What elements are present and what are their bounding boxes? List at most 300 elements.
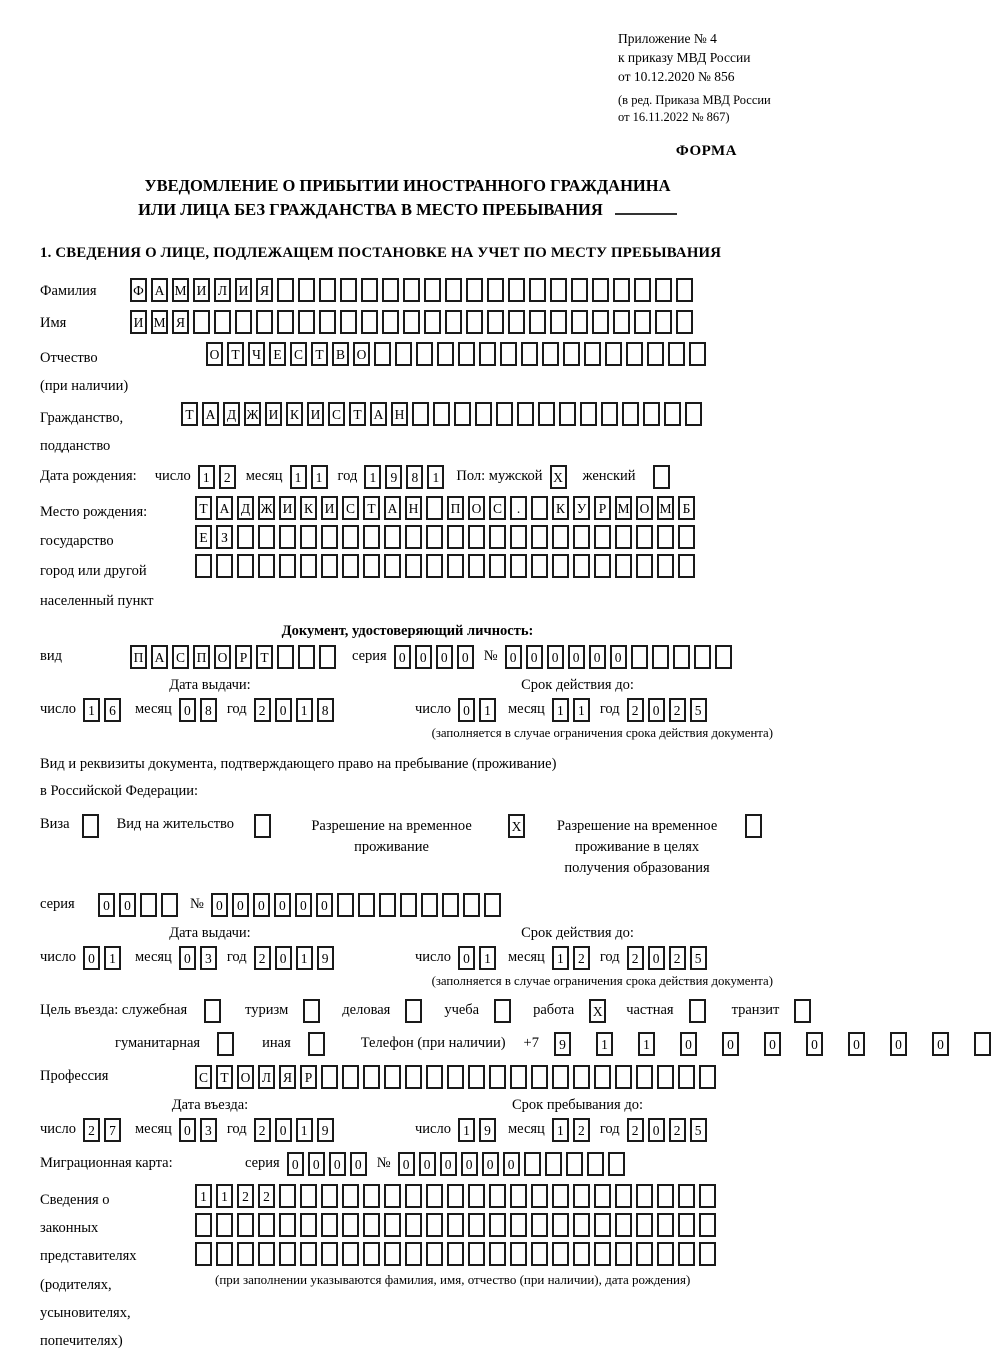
form-cell[interactable]: 0 — [83, 946, 100, 970]
form-cell[interactable]: 0 — [350, 1152, 367, 1176]
form-cell[interactable]: С — [195, 1065, 212, 1089]
form-cell[interactable]: 7 — [104, 1118, 121, 1142]
form-cell[interactable] — [214, 310, 231, 334]
form-cell[interactable]: 0 — [610, 645, 627, 669]
form-cell[interactable]: 0 — [98, 893, 115, 917]
form-cell[interactable] — [426, 1065, 443, 1089]
form-cell[interactable]: 0 — [458, 698, 475, 722]
form-cell[interactable]: 1 — [596, 1032, 613, 1056]
form-cell[interactable] — [500, 342, 517, 366]
form-cell[interactable] — [647, 342, 664, 366]
purpose-tourism-checkbox[interactable] — [296, 999, 334, 1023]
form-cell[interactable] — [685, 402, 702, 426]
doc-series-field[interactable] — [394, 645, 474, 669]
form-cell[interactable] — [699, 1213, 716, 1237]
form-cell[interactable] — [363, 1184, 380, 1208]
form-cell[interactable]: 9 — [479, 1118, 496, 1142]
form-cell[interactable] — [342, 525, 359, 549]
form-cell[interactable] — [636, 1065, 653, 1089]
form-cell[interactable] — [279, 525, 296, 549]
form-cell[interactable] — [195, 554, 212, 578]
form-cell[interactable]: 2 — [669, 946, 686, 970]
form-cell[interactable] — [676, 310, 693, 334]
form-cell[interactable] — [657, 1065, 674, 1089]
form-cell[interactable]: 1 — [296, 946, 313, 970]
form-cell[interactable] — [699, 1184, 716, 1208]
form-cell[interactable]: Я — [256, 278, 273, 302]
form-cell[interactable] — [657, 525, 674, 549]
form-cell[interactable]: 2 — [627, 946, 644, 970]
citizenship-field[interactable] — [181, 402, 702, 426]
res-series-field[interactable] — [98, 893, 178, 917]
form-cell[interactable] — [447, 1213, 464, 1237]
form-cell[interactable] — [626, 342, 643, 366]
form-cell[interactable]: 0 — [648, 946, 665, 970]
form-cell[interactable] — [974, 1032, 991, 1056]
birth-year-field[interactable] — [364, 465, 444, 489]
form-cell[interactable] — [405, 1213, 422, 1237]
form-cell[interactable]: 2 — [254, 946, 271, 970]
form-cell[interactable]: А — [202, 402, 219, 426]
entry-day-field[interactable] — [83, 1118, 121, 1142]
form-cell[interactable]: 8 — [317, 698, 334, 722]
form-cell[interactable] — [237, 1242, 254, 1266]
form-cell[interactable] — [361, 310, 378, 334]
form-cell[interactable]: 0 — [287, 1152, 304, 1176]
form-cell[interactable]: 0 — [461, 1152, 478, 1176]
form-cell[interactable]: 1 — [552, 1118, 569, 1142]
form-cell[interactable] — [699, 1065, 716, 1089]
birth-place-field-3[interactable] — [195, 554, 695, 578]
form-cell[interactable] — [689, 999, 706, 1023]
form-cell[interactable]: 1 — [479, 946, 496, 970]
form-cell[interactable]: 1 — [364, 465, 381, 489]
form-cell[interactable]: 0 — [419, 1152, 436, 1176]
form-cell[interactable]: 0 — [329, 1152, 346, 1176]
form-cell[interactable] — [204, 999, 221, 1023]
purpose-work-checkbox[interactable] — [582, 999, 620, 1023]
birth-day-field[interactable] — [198, 465, 236, 489]
form-cell[interactable] — [550, 310, 567, 334]
form-cell[interactable]: 2 — [669, 698, 686, 722]
form-cell[interactable] — [489, 1065, 506, 1089]
legal-rep-field-3[interactable] — [195, 1242, 716, 1266]
form-cell[interactable]: Т — [181, 402, 198, 426]
form-cell[interactable] — [421, 893, 438, 917]
form-cell[interactable] — [340, 310, 357, 334]
form-cell[interactable] — [552, 1242, 569, 1266]
form-cell[interactable] — [405, 1184, 422, 1208]
form-cell[interactable] — [573, 554, 590, 578]
form-cell[interactable] — [447, 1065, 464, 1089]
form-cell[interactable]: И — [307, 402, 324, 426]
form-cell[interactable] — [321, 1213, 338, 1237]
form-cell[interactable] — [277, 310, 294, 334]
form-cell[interactable]: 1 — [479, 698, 496, 722]
patronymic-field[interactable] — [206, 342, 706, 366]
form-cell[interactable]: 0 — [179, 1118, 196, 1142]
form-cell[interactable] — [382, 278, 399, 302]
form-cell[interactable] — [510, 554, 527, 578]
form-cell[interactable]: Т — [227, 342, 244, 366]
form-cell[interactable] — [426, 496, 443, 520]
form-cell[interactable] — [542, 342, 559, 366]
form-cell[interactable]: О — [214, 645, 231, 669]
form-cell[interactable] — [363, 1065, 380, 1089]
form-cell[interactable] — [634, 278, 651, 302]
form-cell[interactable]: Т — [256, 645, 273, 669]
form-cell[interactable] — [573, 1065, 590, 1089]
form-cell[interactable] — [216, 1213, 233, 1237]
form-cell[interactable]: З — [216, 525, 233, 549]
purpose-transit-checkbox[interactable] — [787, 999, 825, 1023]
form-cell[interactable]: Ж — [244, 402, 261, 426]
form-cell[interactable]: П — [130, 645, 147, 669]
form-cell[interactable] — [566, 1152, 583, 1176]
form-cell[interactable] — [466, 278, 483, 302]
form-cell[interactable] — [657, 554, 674, 578]
form-cell[interactable] — [384, 1242, 401, 1266]
form-cell[interactable]: И — [193, 278, 210, 302]
form-cell[interactable]: С — [489, 496, 506, 520]
form-cell[interactable]: Т — [349, 402, 366, 426]
form-cell[interactable]: 5 — [690, 698, 707, 722]
form-cell[interactable] — [489, 554, 506, 578]
form-cell[interactable] — [571, 310, 588, 334]
form-cell[interactable] — [552, 1184, 569, 1208]
form-cell[interactable] — [508, 310, 525, 334]
birth-place-field-2[interactable] — [195, 525, 695, 549]
form-cell[interactable]: 0 — [316, 893, 333, 917]
form-cell[interactable]: Р — [594, 496, 611, 520]
form-cell[interactable] — [494, 999, 511, 1023]
form-cell[interactable] — [594, 1184, 611, 1208]
form-cell[interactable]: 1 — [296, 1118, 313, 1142]
form-cell[interactable] — [374, 342, 391, 366]
form-cell[interactable] — [405, 1242, 422, 1266]
form-cell[interactable]: 0 — [764, 1032, 781, 1056]
form-cell[interactable] — [405, 554, 422, 578]
form-cell[interactable] — [636, 525, 653, 549]
form-cell[interactable]: 1 — [311, 465, 328, 489]
form-cell[interactable]: 1 — [198, 465, 215, 489]
doc-valid-day-field[interactable] — [458, 698, 496, 722]
form-cell[interactable]: 0 — [394, 645, 411, 669]
doc-valid-month-field[interactable] — [552, 698, 590, 722]
form-cell[interactable] — [510, 1065, 527, 1089]
purpose-business-checkbox[interactable] — [398, 999, 436, 1023]
form-cell[interactable]: Е — [195, 525, 212, 549]
form-cell[interactable] — [447, 1242, 464, 1266]
form-cell[interactable] — [475, 402, 492, 426]
form-cell[interactable] — [479, 342, 496, 366]
form-cell[interactable] — [216, 554, 233, 578]
form-cell[interactable] — [416, 342, 433, 366]
legal-rep-field-2[interactable] — [195, 1213, 716, 1237]
purpose-study-checkbox[interactable] — [487, 999, 525, 1023]
form-cell[interactable]: И — [321, 496, 338, 520]
form-cell[interactable] — [279, 554, 296, 578]
form-cell[interactable] — [319, 645, 336, 669]
form-cell[interactable] — [489, 1242, 506, 1266]
doc-number-field[interactable] — [505, 645, 732, 669]
form-cell[interactable] — [340, 278, 357, 302]
form-cell[interactable] — [652, 645, 669, 669]
form-cell[interactable] — [405, 1065, 422, 1089]
form-cell[interactable] — [447, 554, 464, 578]
stay-month-field[interactable] — [552, 1118, 590, 1142]
res-valid-month-field[interactable] — [552, 946, 590, 970]
form-cell[interactable] — [678, 1213, 695, 1237]
form-cell[interactable] — [489, 1213, 506, 1237]
form-cell[interactable] — [426, 554, 443, 578]
form-cell[interactable] — [510, 525, 527, 549]
form-cell[interactable] — [545, 1152, 562, 1176]
form-cell[interactable] — [531, 525, 548, 549]
form-cell[interactable]: 0 — [526, 645, 543, 669]
form-cell[interactable]: К — [286, 402, 303, 426]
form-cell[interactable] — [405, 999, 422, 1023]
form-cell[interactable] — [689, 342, 706, 366]
form-cell[interactable] — [433, 402, 450, 426]
form-cell[interactable] — [235, 310, 252, 334]
form-cell[interactable]: И — [279, 496, 296, 520]
form-cell[interactable]: С — [342, 496, 359, 520]
phone-field[interactable] — [547, 1032, 1005, 1056]
form-cell[interactable] — [678, 525, 695, 549]
form-cell[interactable] — [463, 893, 480, 917]
form-cell[interactable] — [300, 1213, 317, 1237]
form-cell[interactable] — [403, 310, 420, 334]
form-cell[interactable] — [363, 525, 380, 549]
form-cell[interactable] — [217, 1032, 234, 1056]
form-cell[interactable]: 2 — [627, 1118, 644, 1142]
entry-month-field[interactable] — [179, 1118, 217, 1142]
form-cell[interactable]: 1 — [195, 1184, 212, 1208]
form-cell[interactable]: Т — [195, 496, 212, 520]
profession-field[interactable] — [195, 1065, 716, 1089]
form-cell[interactable] — [400, 893, 417, 917]
form-cell[interactable] — [382, 310, 399, 334]
form-cell[interactable]: 2 — [254, 1118, 271, 1142]
form-cell[interactable] — [321, 554, 338, 578]
form-cell[interactable] — [342, 1184, 359, 1208]
form-cell[interactable]: Ж — [258, 496, 275, 520]
form-cell[interactable]: 0 — [547, 645, 564, 669]
form-cell[interactable] — [468, 1184, 485, 1208]
form-cell[interactable] — [258, 1213, 275, 1237]
form-cell[interactable] — [636, 1242, 653, 1266]
form-cell[interactable]: 0 — [680, 1032, 697, 1056]
form-cell[interactable]: 2 — [573, 946, 590, 970]
form-cell[interactable] — [484, 893, 501, 917]
doc-issue-month-field[interactable] — [179, 698, 217, 722]
form-cell[interactable] — [594, 525, 611, 549]
form-cell[interactable] — [615, 525, 632, 549]
surname-field[interactable] — [130, 278, 693, 302]
mig-number-field[interactable] — [398, 1152, 625, 1176]
form-cell[interactable] — [321, 1242, 338, 1266]
form-cell[interactable]: У — [573, 496, 590, 520]
form-cell[interactable] — [442, 893, 459, 917]
legal-rep-field-1[interactable] — [195, 1184, 716, 1208]
form-cell[interactable]: X — [589, 999, 606, 1023]
sex-female-checkbox[interactable] — [653, 465, 670, 489]
res-valid-day-field[interactable] — [458, 946, 496, 970]
form-cell[interactable] — [412, 402, 429, 426]
form-cell[interactable]: 0 — [274, 893, 291, 917]
form-cell[interactable]: Н — [391, 402, 408, 426]
form-cell[interactable] — [161, 893, 178, 917]
form-cell[interactable]: Н — [405, 496, 422, 520]
form-cell[interactable] — [559, 402, 576, 426]
form-cell[interactable] — [300, 1242, 317, 1266]
form-cell[interactable]: 6 — [104, 698, 121, 722]
form-cell[interactable]: Ф — [130, 278, 147, 302]
form-cell[interactable] — [447, 525, 464, 549]
form-cell[interactable] — [615, 1242, 632, 1266]
form-cell[interactable]: Б — [678, 496, 695, 520]
form-cell[interactable] — [552, 1065, 569, 1089]
doc-issue-day-field[interactable] — [83, 698, 121, 722]
temp-residence-checkbox[interactable] — [502, 812, 525, 838]
form-cell[interactable] — [524, 1152, 541, 1176]
form-cell[interactable]: 9 — [317, 946, 334, 970]
form-cell[interactable] — [237, 1213, 254, 1237]
form-cell[interactable] — [636, 1213, 653, 1237]
form-cell[interactable]: 0 — [415, 645, 432, 669]
form-cell[interactable] — [337, 893, 354, 917]
form-cell[interactable] — [321, 1065, 338, 1089]
form-cell[interactable]: А — [370, 402, 387, 426]
form-cell[interactable]: А — [216, 496, 233, 520]
form-cell[interactable] — [615, 1184, 632, 1208]
form-cell[interactable]: 5 — [690, 946, 707, 970]
form-cell[interactable]: О — [353, 342, 370, 366]
form-cell[interactable] — [279, 1184, 296, 1208]
form-cell[interactable] — [715, 645, 732, 669]
form-cell[interactable] — [379, 893, 396, 917]
form-cell[interactable] — [655, 310, 672, 334]
form-cell[interactable] — [342, 1242, 359, 1266]
form-cell[interactable] — [468, 1213, 485, 1237]
form-cell[interactable]: 0 — [275, 946, 292, 970]
form-cell[interactable]: 1 — [296, 698, 313, 722]
form-cell[interactable] — [615, 1065, 632, 1089]
form-cell[interactable] — [363, 1242, 380, 1266]
form-cell[interactable]: Т — [216, 1065, 233, 1089]
form-cell[interactable] — [636, 1184, 653, 1208]
stay-day-field[interactable] — [458, 1118, 496, 1142]
form-cell[interactable] — [277, 645, 294, 669]
mig-series-field[interactable] — [287, 1152, 367, 1176]
form-cell[interactable] — [445, 278, 462, 302]
form-cell[interactable]: 2 — [254, 698, 271, 722]
form-cell[interactable] — [384, 1065, 401, 1089]
form-cell[interactable] — [622, 402, 639, 426]
form-cell[interactable]: 9 — [554, 1032, 571, 1056]
form-cell[interactable]: 0 — [179, 698, 196, 722]
form-cell[interactable]: Ч — [248, 342, 265, 366]
form-cell[interactable]: 0 — [436, 645, 453, 669]
form-cell[interactable] — [531, 496, 548, 520]
form-cell[interactable]: О — [237, 1065, 254, 1089]
form-cell[interactable] — [437, 342, 454, 366]
form-cell[interactable]: 9 — [385, 465, 402, 489]
form-cell[interactable] — [510, 1213, 527, 1237]
form-cell[interactable]: Р — [300, 1065, 317, 1089]
form-cell[interactable]: М — [151, 310, 168, 334]
form-cell[interactable] — [531, 1242, 548, 1266]
form-cell[interactable] — [655, 278, 672, 302]
form-cell[interactable] — [363, 1213, 380, 1237]
form-cell[interactable] — [676, 278, 693, 302]
form-cell[interactable]: А — [151, 278, 168, 302]
form-cell[interactable] — [510, 1184, 527, 1208]
form-cell[interactable]: А — [151, 645, 168, 669]
form-cell[interactable] — [573, 1184, 590, 1208]
form-cell[interactable] — [403, 278, 420, 302]
form-cell[interactable] — [584, 342, 601, 366]
form-cell[interactable] — [552, 1213, 569, 1237]
form-cell[interactable] — [592, 310, 609, 334]
form-cell[interactable] — [237, 554, 254, 578]
form-cell[interactable] — [426, 525, 443, 549]
form-cell[interactable] — [303, 999, 320, 1023]
form-cell[interactable]: Д — [223, 402, 240, 426]
form-cell[interactable] — [384, 554, 401, 578]
form-cell[interactable] — [258, 525, 275, 549]
form-cell[interactable] — [601, 402, 618, 426]
form-cell[interactable] — [529, 310, 546, 334]
form-cell[interactable]: О — [468, 496, 485, 520]
form-cell[interactable] — [466, 310, 483, 334]
form-cell[interactable] — [279, 1242, 296, 1266]
form-cell[interactable] — [468, 525, 485, 549]
form-cell[interactable] — [745, 814, 762, 838]
form-cell[interactable] — [256, 310, 273, 334]
form-cell[interactable]: М — [615, 496, 632, 520]
form-cell[interactable] — [454, 402, 471, 426]
form-cell[interactable] — [405, 525, 422, 549]
form-cell[interactable] — [608, 1152, 625, 1176]
form-cell[interactable] — [342, 1213, 359, 1237]
form-cell[interactable] — [521, 342, 538, 366]
form-cell[interactable]: X — [508, 814, 525, 838]
form-cell[interactable] — [82, 814, 99, 838]
form-cell[interactable]: 1 — [638, 1032, 655, 1056]
form-cell[interactable] — [489, 525, 506, 549]
form-cell[interactable] — [517, 402, 534, 426]
form-cell[interactable]: Д — [237, 496, 254, 520]
form-cell[interactable] — [678, 1065, 695, 1089]
form-cell[interactable] — [664, 402, 681, 426]
form-cell[interactable] — [298, 278, 315, 302]
birth-month-field[interactable] — [290, 465, 328, 489]
form-cell[interactable] — [510, 1242, 527, 1266]
form-cell[interactable]: 0 — [890, 1032, 907, 1056]
doc-type-field[interactable] — [130, 645, 336, 669]
form-cell[interactable]: 1 — [573, 698, 590, 722]
form-cell[interactable] — [594, 1213, 611, 1237]
form-cell[interactable]: 2 — [237, 1184, 254, 1208]
form-cell[interactable] — [594, 1242, 611, 1266]
doc-valid-year-field[interactable] — [627, 698, 707, 722]
res-number-field[interactable] — [211, 893, 501, 917]
res-issue-year-field[interactable] — [254, 946, 334, 970]
form-cell[interactable] — [447, 1184, 464, 1208]
form-cell[interactable] — [531, 1184, 548, 1208]
